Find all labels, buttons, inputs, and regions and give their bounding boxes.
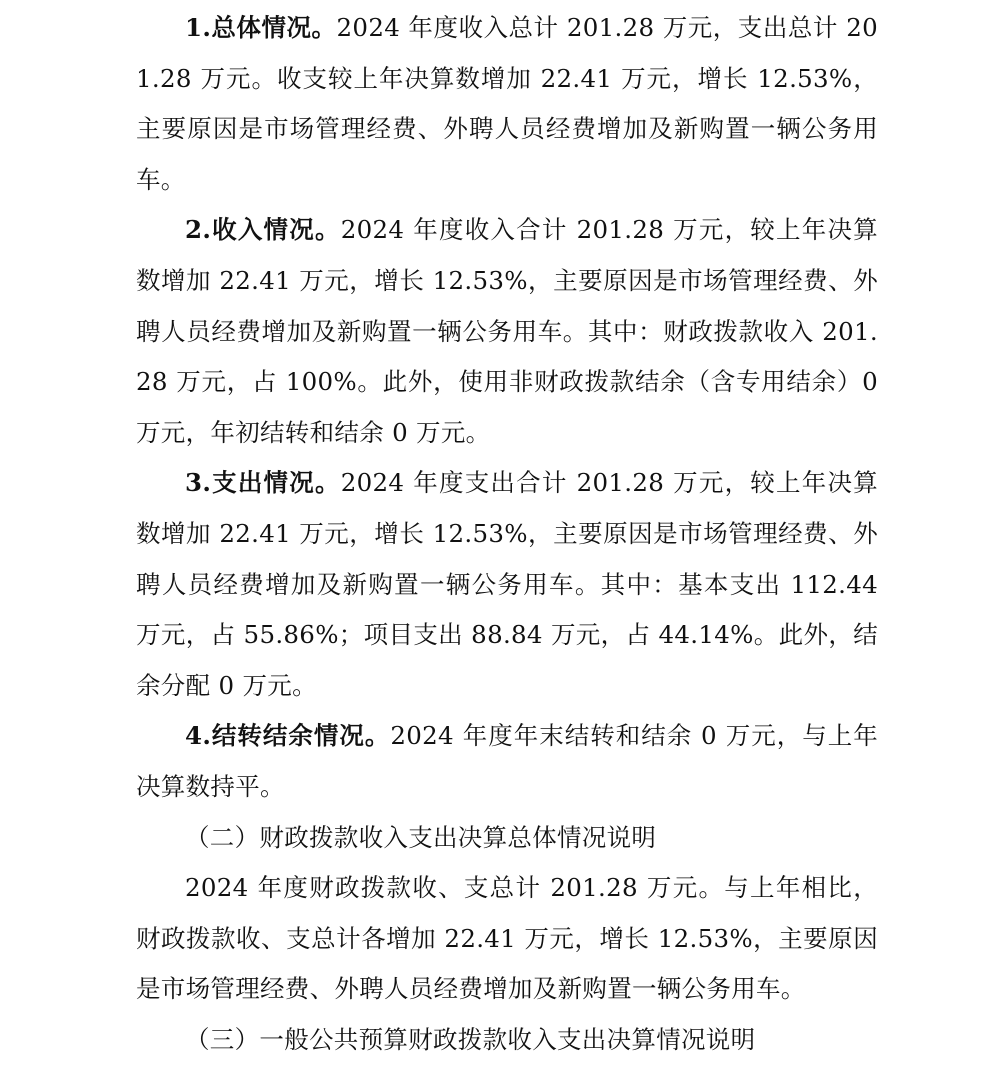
income-paragraph (136, 205, 878, 458)
expenditure-heading: 3.支出情况。 (185, 468, 341, 498)
expenditure-text: 2024 年度支出合计 201.28 万元，较上年决算数增加 22.41 万元，增长 12.53%，主要原因是市场管理经费、外聘人员经费增加及新购置一辆公务用车。其中：基本支出 112.44 万元，占 55.86%；项目支出 88.84 万元，占 44.14%。此外，结余分配 0 万元。 (136, 468, 878, 700)
overall-heading: 1.总体情况。 (185, 13, 337, 42)
section-heading-3: （三）一般公共预算财政拨款收入支出决算情况说明 (185, 1024, 756, 1054)
overall-paragraph (136, 3, 878, 205)
carryover-paragraph (136, 711, 878, 812)
section-heading-2: （二）财政拨款收入支出决算总体情况说明 (185, 822, 657, 852)
expenditure-paragraph (136, 458, 878, 711)
overall-text: 2024 年度收入总计 201.28 万元，支出总计 201.28 万元。收支较上年决算数增加 22.41 万元，增长 12.53%，主要原因是市场管理经费、外聘人员经费增加及新购置一辆公务用车。 (136, 13, 879, 194)
income-text: 2024 年度收入合计 201.28 万元，较上年决算数增加 22.41 万元，增长 12.53%，主要原因是市场管理经费、外聘人员经费增加及新购置一辆公务用车。其中：财政拨款收入 201.28 万元，占 100%。此外，使用非财政拨款结余（含专用结余）0 万元，年初结转和结余 0 万元。 (136, 215, 878, 447)
document-body (136, 0, 878, 1065)
carryover-text: 2024 年度年末结转和结余 0 万元，与上年决算数持平。 (136, 721, 879, 801)
income-heading: 2.收入情况。 (185, 215, 341, 245)
carryover-heading: 4.结转结余情况。 (185, 721, 391, 751)
fiscal-summary-paragraph: 2024 年度财政拨款收、支总计 201.28 万元。与上年相比，财政拨款收、支总计各增加 22.41 万元，增长 12.53%，主要原因是市场管理经费、外聘人员经费增加及新购置一辆公务用车。 (136, 873, 878, 1004)
